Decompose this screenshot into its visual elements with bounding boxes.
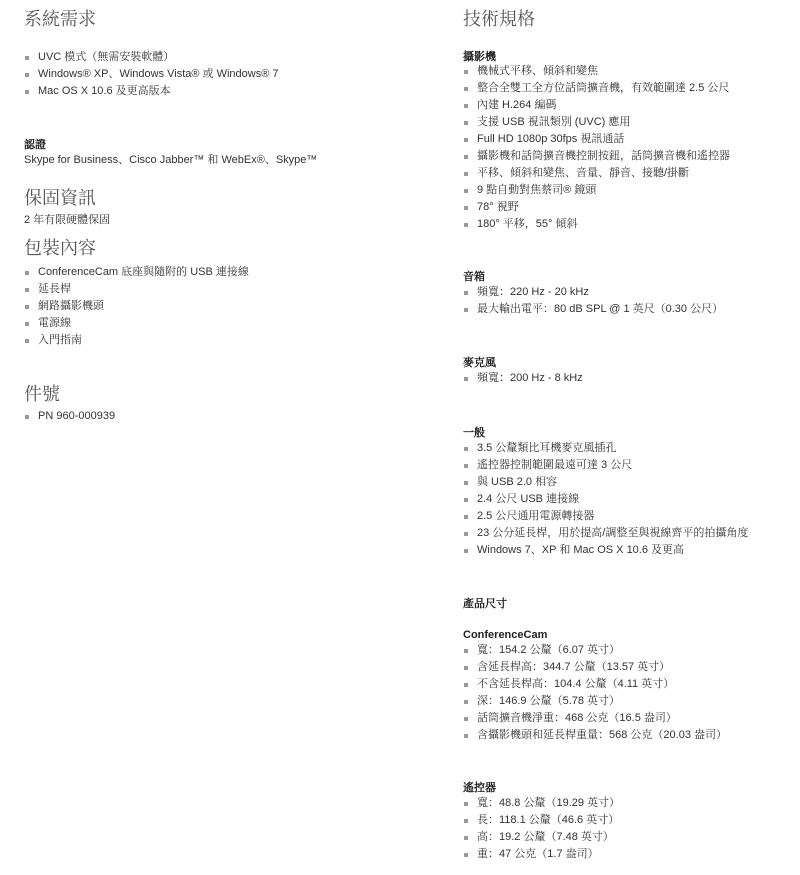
list-item-text: UVC 模式（無需安裝軟體）: [38, 51, 175, 63]
bullet-icon: [464, 87, 468, 91]
list-item-text: 78° 視野: [477, 201, 519, 213]
bullet-icon: [464, 172, 468, 176]
list-item-text: 電源線: [38, 317, 71, 329]
camera-spec-list: [463, 63, 730, 233]
list-item: [463, 812, 620, 829]
list-item: [463, 97, 730, 114]
list-item: [463, 542, 748, 559]
list-item: [463, 508, 748, 525]
list-item-text: 遙控器控制範圍最遠可達 3 公尺: [477, 459, 633, 471]
speaker-heading: 音箱: [463, 271, 485, 283]
list-item: [463, 727, 727, 744]
list-item-text: 含延長桿高：344.7 公釐（13.57 英寸）: [477, 661, 671, 673]
list-item-text: 長：118.1 公釐（46.6 英寸）: [477, 814, 620, 826]
bullet-icon: [25, 73, 29, 77]
bullet-icon: [25, 271, 29, 275]
remote-heading: 遙控器: [463, 782, 496, 794]
general-heading: 一般: [463, 427, 485, 439]
bullet-icon: [464, 649, 468, 653]
list-item: [463, 301, 723, 318]
list-item: [463, 440, 748, 457]
list-item: [463, 63, 730, 80]
list-item-text: 整合全雙工全方位話筒擴音機，有效範圍達 2.5 公尺: [477, 82, 730, 94]
list-item-text: Windows 7、XP 和 Mac OS X 10.6 及更高: [477, 544, 685, 556]
bullet-icon: [464, 189, 468, 193]
certification-text: Skype for Business、Cisco Jabber™ 和 WebEx®、Skype™: [24, 154, 318, 166]
list-item: [463, 710, 727, 727]
bullet-icon: [464, 155, 468, 159]
list-item-text: Mac OS X 10.6 及更高版本: [38, 85, 171, 97]
bullet-icon: [25, 339, 29, 343]
list-item-text: 2.5 公尺通用電源轉接器: [477, 510, 595, 522]
list-item-text: 頻寬：220 Hz - 20 kHz: [477, 286, 589, 298]
list-item: [463, 525, 748, 542]
list-item: [463, 491, 748, 508]
list-item: [24, 332, 249, 349]
bullet-icon: [464, 853, 468, 857]
warranty-text: 2 年有限硬體保固: [24, 214, 111, 226]
bullet-icon: [464, 819, 468, 823]
list-item-text: 攝影機和話筒擴音機控制按鈕，話筒擴音機和遙控器: [477, 150, 730, 162]
list-item-text: 寬：154.2 公釐（6.07 英寸）: [477, 644, 621, 656]
list-item: [463, 216, 730, 233]
bullet-icon: [464, 532, 468, 536]
list-item: [24, 315, 249, 332]
list-item: [24, 66, 279, 83]
bullet-icon: [464, 464, 468, 468]
microphone-spec-list: [463, 370, 583, 387]
list-item: [24, 83, 279, 100]
list-item: [463, 80, 730, 97]
list-item: [24, 281, 249, 298]
dimensions-heading: 產品尺寸: [463, 598, 507, 610]
microphone-heading: 麥克風: [463, 357, 496, 369]
bullet-icon: [25, 415, 29, 419]
list-item-text: 機械式平移、傾斜和變焦: [477, 65, 598, 77]
bullet-icon: [25, 56, 29, 60]
bullet-icon: [25, 305, 29, 309]
certification-heading: 認證: [24, 139, 46, 151]
list-item-text: 頻寬：200 Hz - 8 kHz: [477, 372, 583, 384]
bullet-icon: [25, 90, 29, 94]
bullet-icon: [464, 206, 468, 210]
bullet-icon: [464, 734, 468, 738]
list-item-text: 網路攝影機頭: [38, 300, 104, 312]
list-item-text: 話筒擴音機淨重：468 公克（16.5 盎司）: [477, 712, 677, 724]
list-item: [463, 676, 727, 693]
bullet-icon: [25, 288, 29, 292]
bullet-icon: [464, 683, 468, 687]
list-item-text: 延長桿: [38, 283, 71, 295]
list-item-text: 3.5 公釐類比耳機麥克風插孔: [477, 442, 617, 454]
list-item: [24, 264, 249, 281]
list-item: [463, 474, 748, 491]
list-item-text: 含攝影機頭和延長桿重量：568 公克（20.03 盎司）: [477, 729, 727, 741]
list-item: [463, 131, 730, 148]
bullet-icon: [464, 291, 468, 295]
list-item-text: 重：47 公克（1.7 盎司）: [477, 848, 599, 860]
list-item: [463, 114, 730, 131]
list-item-text: 高：19.2 公釐（7.48 英寸）: [477, 831, 614, 843]
general-spec-list: [463, 440, 748, 559]
bullet-icon: [464, 223, 468, 227]
list-item-text: 180° 平移，55° 傾斜: [477, 218, 578, 230]
list-item-text: 2.4 公尺 USB 連接線: [477, 493, 580, 505]
list-item: [24, 408, 115, 425]
bullet-icon: [464, 515, 468, 519]
bullet-icon: [464, 666, 468, 670]
list-item-text: Windows® XP、Windows Vista® 或 Windows® 7: [38, 68, 279, 80]
list-item: [463, 829, 620, 846]
list-item-text: Full HD 1080p 30fps 視訊通話: [477, 133, 625, 145]
bullet-icon: [464, 308, 468, 312]
list-item: [463, 846, 620, 863]
bullet-icon: [464, 377, 468, 381]
list-item-text: 平移、傾斜和變焦、音量、靜音、接聽/掛斷: [477, 167, 690, 179]
list-item: [463, 284, 723, 301]
bullet-icon: [464, 498, 468, 502]
bullet-icon: [464, 447, 468, 451]
list-item: [463, 182, 730, 199]
list-item-text: ConferenceCam 底座與隨附的 USB 連接線: [38, 266, 249, 278]
bullet-icon: [464, 481, 468, 485]
bullet-icon: [464, 836, 468, 840]
list-item-text: 內建 H.264 編碼: [477, 99, 557, 111]
bullet-icon: [25, 322, 29, 326]
list-item: [463, 642, 727, 659]
system-requirements-title: 系統需求: [24, 9, 96, 29]
package-contents-list: [24, 264, 249, 349]
list-item: [463, 457, 748, 474]
list-item: [463, 148, 730, 165]
list-item-text: 9 點自動對焦蔡司® 鏡頭: [477, 184, 597, 196]
system-requirements-list: [24, 49, 279, 100]
bullet-icon: [464, 802, 468, 806]
list-item: [463, 659, 727, 676]
list-item-text: 入門指南: [38, 334, 82, 346]
package-contents-title: 包裝內容: [24, 238, 96, 258]
list-item-text: 最大輸出電平：80 dB SPL @ 1 英尺（0.30 公尺）: [477, 303, 724, 315]
list-item-text: 支援 USB 視訊類別 (UVC) 應用: [477, 116, 631, 128]
list-item: [24, 49, 279, 66]
list-item-text: 23 公分延長桿，用於提高/調整至與視線齊平的拍攝角度: [477, 527, 749, 539]
bullet-icon: [464, 70, 468, 74]
list-item: [463, 795, 620, 812]
list-item: [463, 199, 730, 216]
bullet-icon: [464, 104, 468, 108]
list-item-text: 不含延長桿高：104.4 公釐（4.11 英寸）: [477, 678, 675, 690]
conferencecam-heading: ConferenceCam: [463, 629, 548, 641]
list-item: [463, 693, 727, 710]
camera-heading: 攝影機: [463, 51, 496, 63]
bullet-icon: [464, 549, 468, 553]
tech-specs-title: 技術規格: [463, 9, 535, 29]
speaker-spec-list: [463, 284, 723, 318]
list-item-text: 寬：48.8 公釐（19.29 英寸）: [477, 797, 621, 809]
list-item-text: PN 960-000939: [38, 410, 116, 422]
remote-dimensions-list: [463, 795, 620, 863]
list-item: [463, 370, 583, 387]
list-item-text: 深：146.9 公釐（5.78 英寸）: [477, 695, 621, 707]
list-item: [24, 298, 249, 315]
bullet-icon: [464, 700, 468, 704]
bullet-icon: [464, 121, 468, 125]
bullet-icon: [464, 717, 468, 721]
part-number-title: 件號: [24, 384, 60, 404]
conferencecam-dimensions-list: [463, 642, 727, 744]
part-number-list: [24, 408, 115, 425]
bullet-icon: [464, 138, 468, 142]
list-item: [463, 165, 730, 182]
list-item-text: 與 USB 2.0 相容: [477, 476, 558, 488]
warranty-title: 保固資訊: [24, 188, 96, 208]
